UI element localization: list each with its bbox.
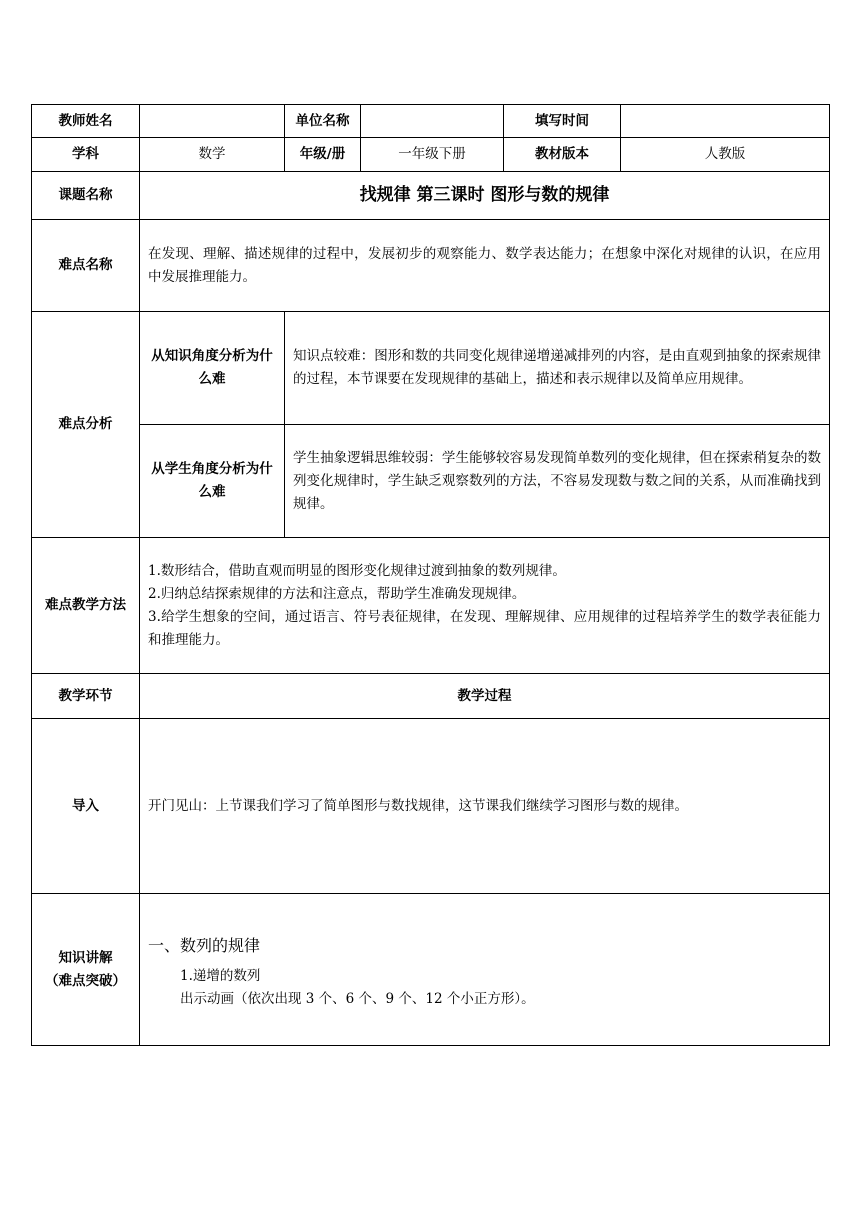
process-header-row <box>32 674 830 719</box>
edition-label: 教材版本 <box>504 138 621 172</box>
header-row-2 <box>32 138 830 172</box>
methods-row <box>32 538 830 674</box>
lecture-label <box>32 894 140 1046</box>
subsection-title: 1.递增的数列 <box>180 968 261 984</box>
subsection-text: 出示动画（依次出现 3 个、6 个、9 个、12 个小正方形）。 <box>180 991 535 1007</box>
intro-row <box>32 719 830 894</box>
lesson-plan-sheet <box>31 104 829 1047</box>
methods-label: 难点教学方法 <box>32 538 140 674</box>
grade-label: 年级/册 <box>285 138 361 172</box>
grade-value: 一年级下册 <box>361 138 504 172</box>
knowledge-analysis-text: 知识点较难：图形和数的共同变化规律递增递减排列的内容，是由直观到抽象的探索规律的过程，本节课要在发现规律的基础上，描述和表示规律以及简单应用规律。 <box>285 312 830 425</box>
subject-value: 数学 <box>140 138 285 172</box>
analysis-label: 难点分析 <box>32 312 140 538</box>
knowledge-analysis-label: 从知识角度分析为什么难 <box>140 312 285 425</box>
edition-value: 人教版 <box>621 138 830 172</box>
student-analysis-label: 从学生角度分析为什么难 <box>140 425 285 538</box>
method-item: 3.给学生想象的空间，通过语言、符号表征规律，在发现、理解规律、应用规律的过程培养学生的数学表征能力和推理能力。 <box>148 608 821 648</box>
subsection <box>148 965 821 1011</box>
lecture-content <box>140 894 830 1046</box>
analysis-row-student <box>32 425 830 538</box>
section-title: 一、数列的规律 <box>148 936 261 955</box>
analysis-row-knowledge <box>32 312 830 425</box>
stage-header: 教学环节 <box>32 674 140 719</box>
date-value[interactable] <box>621 105 830 138</box>
unit-value[interactable] <box>361 105 504 138</box>
methods-list <box>140 538 830 674</box>
topic-label: 课题名称 <box>32 172 140 220</box>
intro-text: 开门见山：上节课我们学习了简单图形与数找规律，这节课我们继续学习图形与数的规律。 <box>140 719 830 894</box>
difficulty-label: 难点名称 <box>32 220 140 312</box>
lecture-label-line2: （难点突破） <box>45 972 126 989</box>
teacher-label: 教师姓名 <box>32 105 140 138</box>
method-item: 1.数形结合，借助直观而明显的图形变化规律过渡到抽象的数列规律。 <box>148 562 566 579</box>
lecture-label-line1: 知识讲解 <box>58 949 113 966</box>
intro-label: 导入 <box>32 719 140 894</box>
difficulty-text: 在发现、理解、描述规律的过程中，发展初步的观察能力、数学表达能力；在想象中深化对规律的认识，在应用中发展推理能力。 <box>140 220 830 312</box>
student-analysis-text: 学生抽象逻辑思维较弱：学生能够较容易发现简单数列的变化规律，但在探索稍复杂的数列变化规律时，学生缺乏观察数列的方法，不容易发现数与数之间的关系，从而准确找到规律。 <box>285 425 830 538</box>
unit-label: 单位名称 <box>285 105 361 138</box>
topic-title: 找规律 第三课时 图形与数的规律 <box>140 172 830 220</box>
difficulty-row <box>32 220 830 312</box>
date-label: 填写时间 <box>504 105 621 138</box>
subject-label: 学科 <box>32 138 140 172</box>
lesson-plan-table <box>31 104 830 1046</box>
topic-row <box>32 172 830 220</box>
teacher-value[interactable] <box>140 105 285 138</box>
header-row-1 <box>32 105 830 138</box>
method-item: 2.归纳总结探索规律的方法和注意点，帮助学生准确发现规律。 <box>148 585 526 602</box>
lecture-row <box>32 894 830 1046</box>
process-header: 教学过程 <box>140 674 830 719</box>
